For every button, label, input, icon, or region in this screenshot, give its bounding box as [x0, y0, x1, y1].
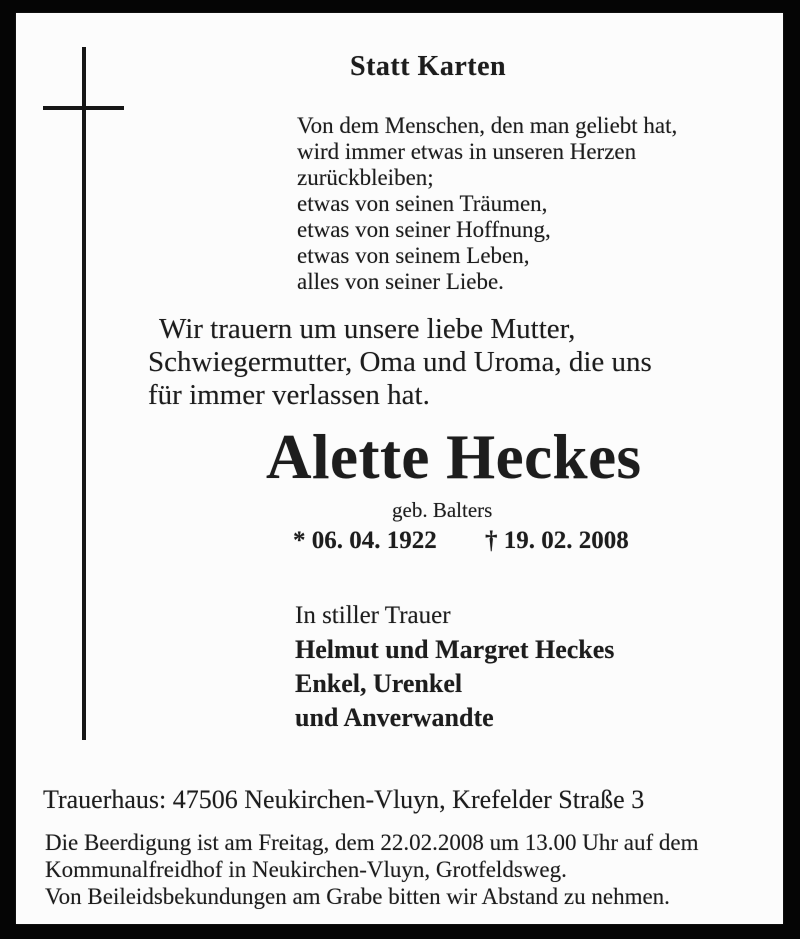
death-date: † 19. 02. 2008	[485, 527, 629, 554]
mourner-line: und Anverwandte	[295, 703, 494, 732]
poem-line: etwas von seiner Hoffnung,	[297, 217, 551, 242]
mourning-intro	[148, 313, 652, 412]
deceased-name: Alette Heckes	[266, 422, 642, 492]
poem-line: alles von seiner Liebe.	[297, 269, 504, 294]
funeral-line: Von Beileidsbekundungen am Grabe bitten wir Abstand zu nehmen.	[45, 884, 670, 909]
intro-line: für immer verlassen hat.	[148, 379, 430, 411]
cross-horizontal-bar	[43, 106, 124, 110]
poem-line: etwas von seinem Leben,	[297, 243, 530, 268]
intro-line: Wir trauern um unsere liebe Mutter,	[159, 313, 576, 345]
maiden-name: geb. Balters	[392, 498, 493, 522]
mourning-label: In stiller Trauer	[295, 602, 451, 629]
mourners-block	[295, 598, 614, 735]
mourner-line: Enkel, Urenkel	[295, 669, 463, 698]
poem-line: wird immer etwas in unseren Herzen	[297, 139, 637, 164]
obituary-card	[16, 13, 783, 924]
mourner-line: Helmut und Margret Heckes	[295, 635, 615, 664]
intro-line: Schwiegermutter, Oma und Uroma, die uns	[148, 346, 652, 378]
cross-vertical-bar	[82, 47, 86, 740]
life-dates	[293, 527, 629, 555]
memorial-poem	[297, 113, 677, 295]
notice-header: Statt Karten	[350, 51, 507, 82]
funeral-line: Die Beerdigung ist am Freitag, dem 22.02.2008 um 13.00 Uhr auf dem	[45, 830, 699, 855]
poem-line: Von dem Menschen, den man geliebt hat,	[297, 113, 678, 138]
poem-line: etwas von seinen Träumen,	[297, 191, 548, 216]
funeral-line: Kommunalfreidhof in Neukirchen-Vluyn, Grotfeldsweg.	[45, 857, 567, 882]
funeral-info	[45, 829, 698, 910]
birth-date: * 06. 04. 1922	[293, 527, 437, 554]
poem-line: zurückbleiben;	[297, 165, 434, 190]
funeral-home-address: Trauerhaus: 47506 Neukirchen-Vluyn, Krefelder Straße 3	[43, 785, 645, 814]
